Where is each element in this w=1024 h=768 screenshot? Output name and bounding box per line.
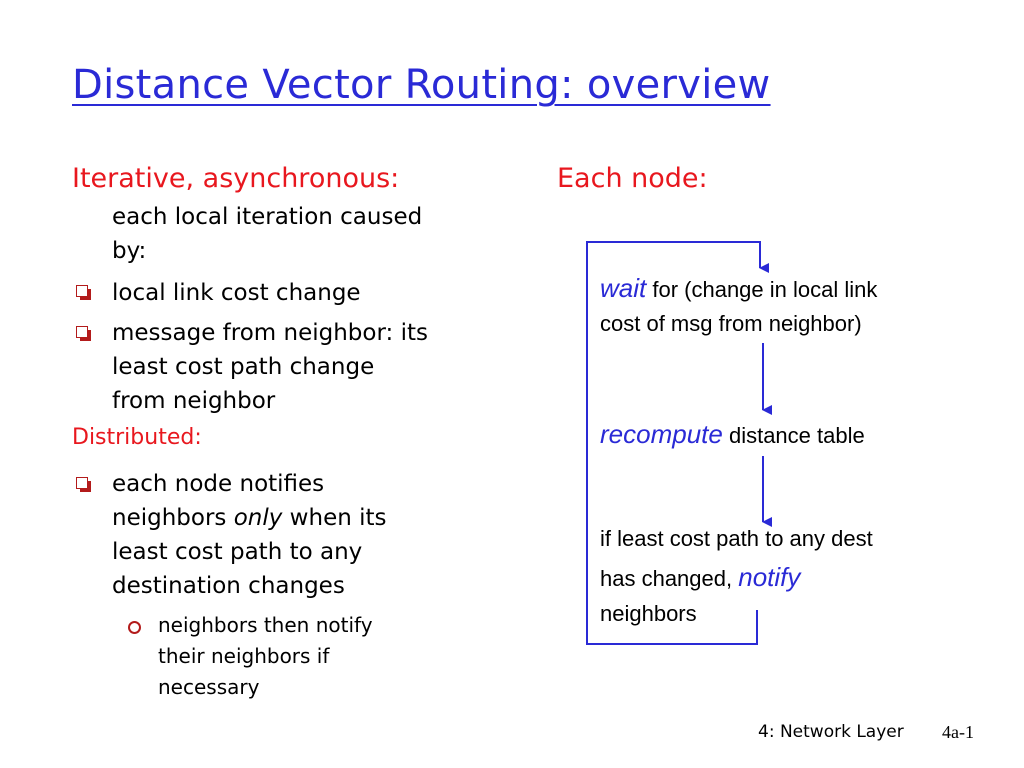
dist-bullet-line-3: least cost path to any	[112, 539, 363, 565]
intro-line-2: by:	[112, 238, 147, 264]
wait-line-2: cost of msg from neighbor)	[600, 311, 862, 336]
notify-line-1: if least cost path to any dest	[600, 526, 873, 551]
bullet-local-link: local link cost change	[112, 280, 361, 306]
each-node-heading: Each node:	[557, 163, 708, 194]
bullet-message-line-1: message from neighbor: its	[112, 320, 428, 346]
iterative-heading: Iterative, asynchronous:	[72, 163, 400, 194]
footer-chapter: 4: Network Layer	[758, 722, 904, 742]
slide-title: Distance Vector Routing: overview	[72, 62, 771, 108]
sub-bullet-line-2: their neighbors if	[158, 644, 330, 668]
dist-bullet-line-4: destination changes	[112, 573, 345, 599]
sub-bullet-line-3: necessary	[158, 675, 260, 699]
notify-line-2: has changed, notify	[600, 562, 801, 592]
bullet-message-line-2: least cost path change	[112, 354, 375, 380]
wait-emphasis: wait	[600, 273, 647, 303]
dist-bullet-line-2: neighbors only when its	[112, 505, 387, 531]
bullet-message-line-3: from neighbor	[112, 388, 276, 414]
wait-line-1: wait for (change in local link	[600, 273, 878, 303]
dist-bullet-line-1: each node notifies	[112, 471, 325, 497]
notify-emphasis: notify	[738, 562, 801, 592]
recompute-line: recompute distance table	[600, 419, 865, 449]
only-emphasis: only	[233, 505, 283, 531]
distributed-heading: Distributed:	[72, 425, 202, 450]
recompute-emphasis: recompute	[600, 419, 723, 449]
intro-line-1: each local iteration caused	[112, 204, 423, 230]
sub-bullet-line-1: neighbors then notify	[158, 613, 373, 637]
footer-page-number: 4a-1	[942, 722, 974, 742]
notify-line-3: neighbors	[600, 601, 697, 626]
